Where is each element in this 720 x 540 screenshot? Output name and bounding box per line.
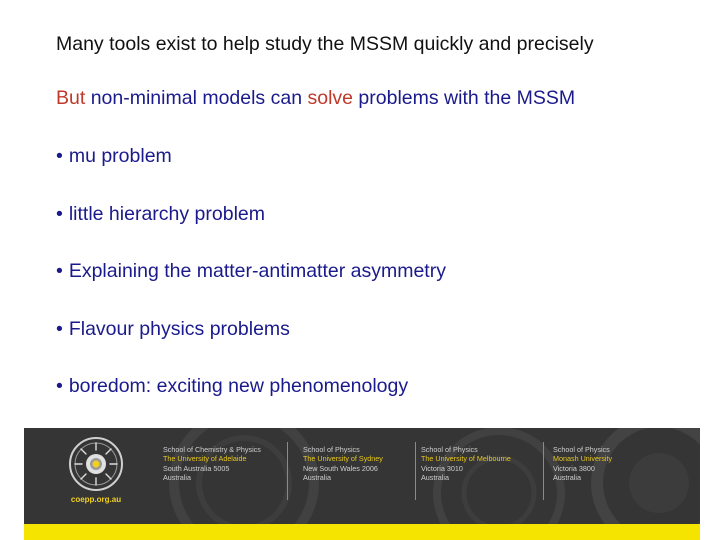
bullet-list [56,145,446,433]
bullet-dot: • [56,260,63,282]
bullet-item [56,260,446,318]
bullet-text: little hierarchy problem [68,202,265,225]
institution-country: Australia [163,473,191,483]
institution-school: School of Physics [421,445,478,454]
footer-yellow-bar [24,524,700,540]
footer-banner [24,428,700,524]
bullet-item [56,375,446,433]
institution-country: Australia [553,473,581,483]
institution-university: The University of Melbourne [421,454,511,464]
institution-country: Australia [303,473,331,483]
institution-melbourne [421,445,511,483]
bullet-text: mu problem [68,145,172,167]
institution-city: New South Wales 2006 [303,463,378,473]
institution-sydney [303,445,383,483]
line-2-text-b: problems with the MSSM [353,87,576,109]
footer-divider [415,442,416,500]
bullet-dot: • [56,145,63,167]
bullet-dot: • [56,317,63,340]
slide-line-2 [56,87,575,110]
logo-emblem-icon [62,433,130,495]
bullet-item [56,318,446,376]
line-2-text-a: non-minimal models can [85,87,308,109]
institution-city: South Australia 5005 [163,463,230,473]
bullet-text: Flavour physics problems [68,317,290,340]
highlight-but: But [56,87,86,109]
bullet-text: boredom: exciting new phenomenology [68,375,409,397]
footer-divider [543,442,544,500]
bullet-item [56,145,446,203]
institution-monash [553,445,612,483]
institution-university: The University of Sydney [303,454,383,464]
bullet-dot: • [56,375,63,397]
institution-school: School of Chemistry & Physics [163,445,261,454]
institution-adelaide [163,445,261,483]
institution-university: The University of Adelaide [163,454,247,464]
logo-text: coepp.org.au [70,495,122,504]
institution-school: School of Physics [553,445,610,454]
institution-city: Victoria 3800 [553,463,595,473]
highlight-solve: solve [307,87,353,109]
institution-city: Victoria 3010 [421,463,463,473]
bullet-dot: • [56,202,63,225]
institution-university: Monash University [553,454,613,464]
slide-line-1: Many tools exist to help study the MSSM quickly and precisely [56,33,594,55]
institution-country: Australia [421,473,449,483]
coepp-logo [62,433,130,519]
footer-divider [287,442,288,500]
bullet-item [56,203,446,261]
institution-school: School of Physics [303,445,360,454]
bullet-text: Explaining the matter-antimatter asymmetry [68,260,446,282]
